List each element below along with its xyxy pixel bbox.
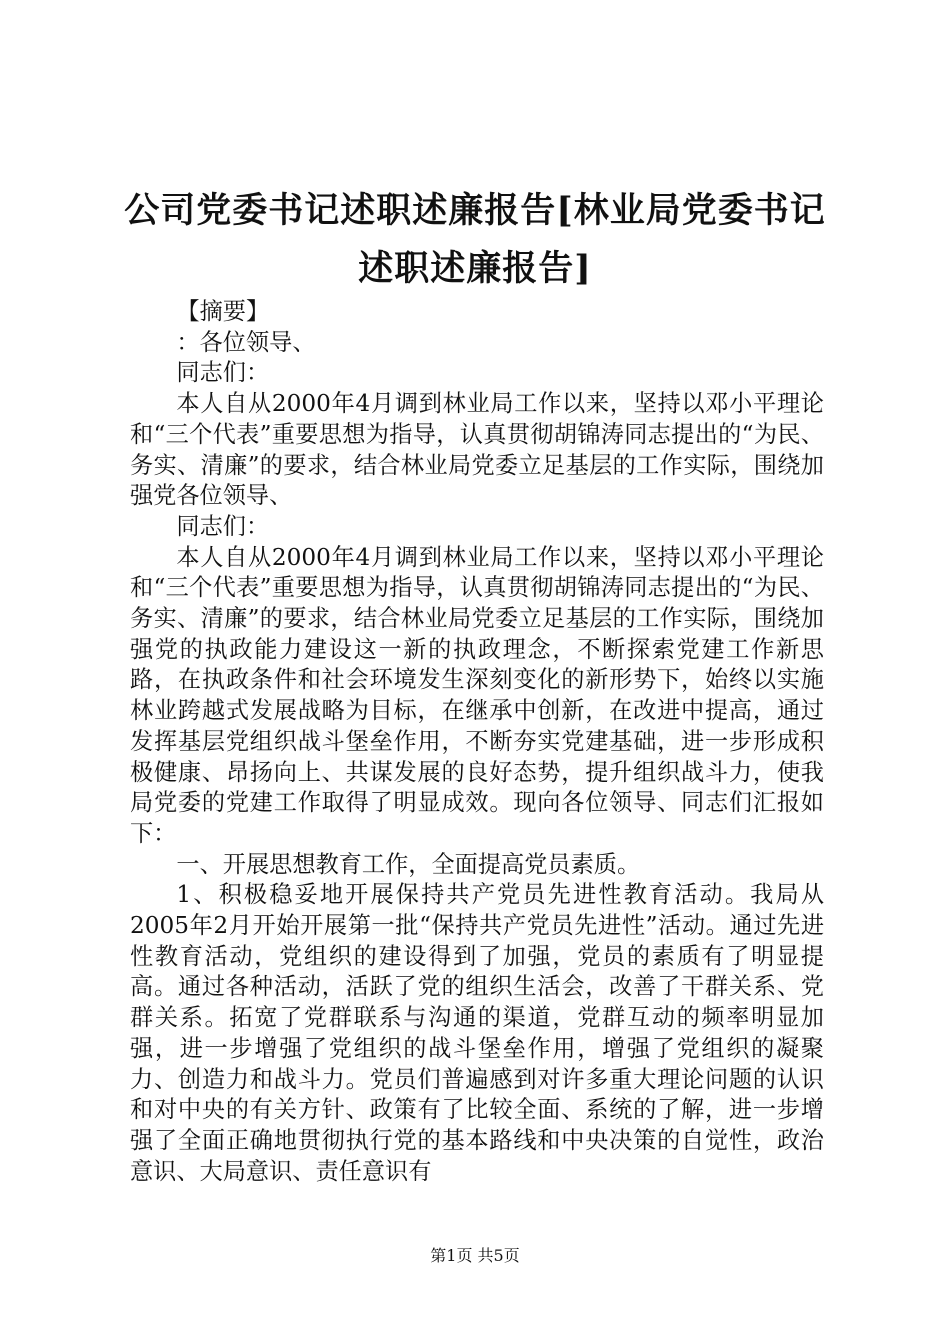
- page-number-footer: 第1页 共5页: [430, 1246, 520, 1265]
- body-paragraph: 1、积极稳妥地开展保持共产党员先进性教育活动。我局从2005年2月开始开展第一批“保持共产党员先进性”活动。通过先进性教育活动，党组织的建设得到了加强，党员的素质有了明显提高。通过各种活动，活跃了党的组织生活会，改善了干群关系、党群关系。拓宽了党群联系与沟通的渠道，党群互动的频率明显加强，进一步增强了党组织的战斗堡垒作用，增强了党组织的凝聚力、创造力和战斗力。党员们普遍感到对许多重大理论问题的认识和对中央的有关方针、政策有了比较全面、系统的了解，进一步增强了全面正确地贯彻执行党的基本路线和中央决策的自觉性，政治意识、大局意识、责任意识有: [130, 881, 824, 1185]
- body-paragraph: 本人自从2000年4月调到林业局工作以来，坚持以邓小平理论和“三个代表”重要思想为指导，认真贯彻胡锦涛同志提出的“为民、务实、清廉”的要求，结合林业局党委立足基层的工作实际，围绕加强党各位领导、: [130, 390, 824, 510]
- section-heading: 一、开展思想教育工作，全面提高党员素质。: [176, 850, 641, 878]
- salutation-leaders: ：各位领导、: [176, 328, 316, 356]
- salutation-comrades: 同志们：: [176, 359, 270, 387]
- title-line-1: 公司党委书记述职述廉报告[林业局党委书记: [124, 190, 826, 231]
- abstract-heading: 【摘要】: [176, 298, 270, 325]
- document-body: [130, 297, 824, 1187]
- document-title: [120, 182, 830, 298]
- salutation-comrades: 同志们：: [176, 512, 270, 540]
- body-paragraph: 本人自从2000年4月调到林业局工作以来，坚持以邓小平理论和“三个代表”重要思想为指导，认真贯彻胡锦涛同志提出的“为民、务实、清廉”的要求，结合林业局党委立足基层的工作实际，围绕加强党的执政能力建设这一新的执政理念，不断探索党建工作新思路，在执政条件和社会环境发生深刻变化的新形势下，始终以实施林业跨越式发展战略为目标，在继承中创新，在改进中提高，通过发挥基层党组织战斗堡垒作用，不断夯实党建基础，进一步形成积极健康、昂扬向上、共谋发展的良好态势，提升组织战斗力，使我局党委的党建工作取得了明显成效。现向各位领导、同志们汇报如下：: [130, 543, 824, 847]
- title-line-2: 述职述廉报告]: [358, 248, 592, 289]
